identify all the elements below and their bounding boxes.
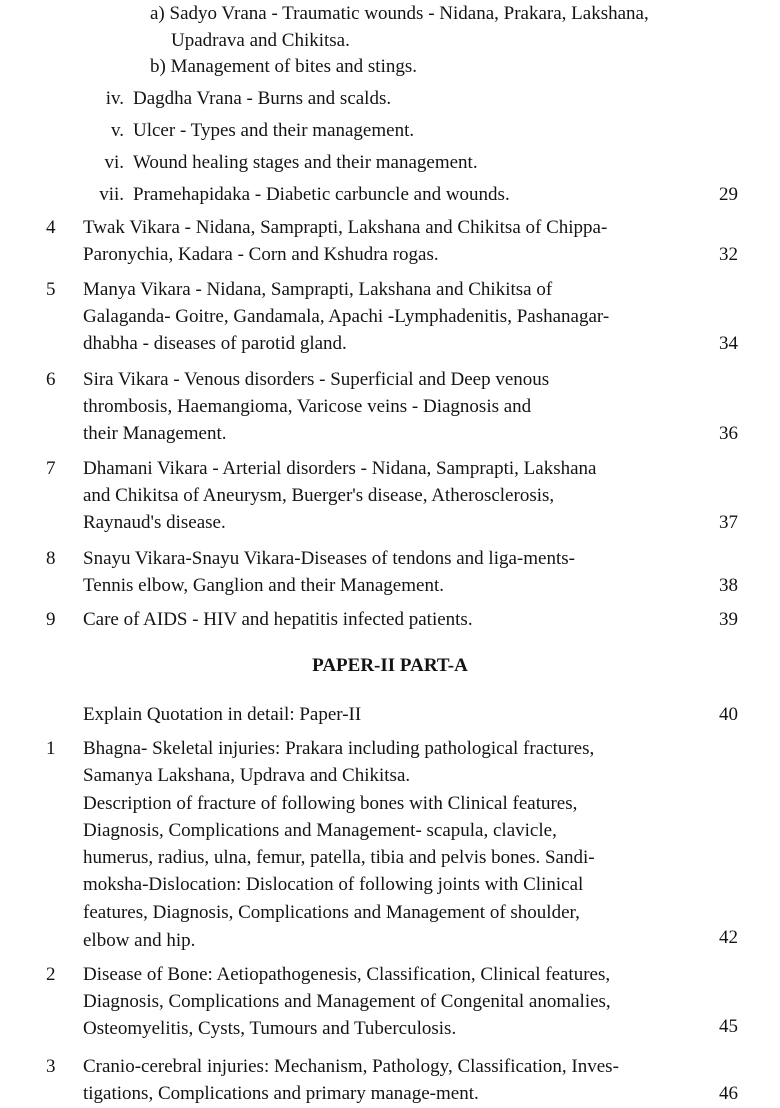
item-line: dhabha - diseases of parotid gland. xyxy=(83,333,347,354)
roman-text-iv: Dagdha Vrana - Burns and scalds. xyxy=(133,88,392,109)
item-line: Sira Vikara - Venous disorders - Superficial and Deep venous xyxy=(83,369,550,390)
item-line: and Chikitsa of Aneurysm, Buerger's disease, Atherosclerosis, xyxy=(83,485,555,506)
page-number: 38 xyxy=(719,575,738,596)
item-number: 6 xyxy=(46,369,56,390)
roman-num-v: v. xyxy=(110,120,124,141)
item-line: features, Diagnosis, Complications and Management of shoulder, xyxy=(83,902,580,923)
item-number: 8 xyxy=(46,548,56,569)
item-line: Diagnosis, Complications and Management of Congenital anomalies, xyxy=(83,991,611,1012)
page-number: 32 xyxy=(719,244,738,265)
page-number: 42 xyxy=(719,927,738,948)
page-number: 40 xyxy=(719,704,738,725)
page-number: 36 xyxy=(719,423,738,444)
roman-text-v: Ulcer - Types and their management. xyxy=(133,120,415,141)
item-number: 1 xyxy=(46,738,56,759)
roman-num-vii: vii. xyxy=(99,184,124,205)
item-line: Diagnosis, Complications and Management- scapula, clavicle, xyxy=(83,820,557,841)
item-line: thrombosis, Haemangioma, Varicose veins - Diagnosis and xyxy=(83,396,532,417)
section-heading: PAPER-II PART-A xyxy=(312,655,468,676)
item-line: Manya Vikara - Nidana, Samprapti, Lakshana and Chikitsa of xyxy=(83,279,553,300)
page-number: 39 xyxy=(719,609,738,630)
page-number: 34 xyxy=(719,333,738,354)
item-line: moksha-Dislocation: Dislocation of following joints with Clinical xyxy=(83,874,584,895)
item-line: Tennis elbow, Ganglion and their Management. xyxy=(83,575,444,596)
item-line: their Management. xyxy=(83,423,227,444)
sub-a-line-1: a) Sadyo Vrana - Traumatic wounds - Nidana, Prakara, Lakshana, xyxy=(150,3,649,24)
roman-num-iv: iv. xyxy=(105,88,124,109)
page-number: 46 xyxy=(719,1083,738,1104)
item-line: Samanya Lakshana, Updrava and Chikitsa. xyxy=(83,765,411,786)
item-number: 3 xyxy=(46,1056,56,1077)
item-line: Cranio-cerebral injuries: Mechanism, Pathology, Classification, Inves- xyxy=(83,1056,619,1077)
item-line: Paronychia, Kadara - Corn and Kshudra rogas. xyxy=(83,244,439,265)
item-line: Care of AIDS - HIV and hepatitis infected patients. xyxy=(83,609,473,630)
item-line: Description of fracture of following bones with Clinical features, xyxy=(83,793,578,814)
quotation-line: Explain Quotation in detail: Paper-II xyxy=(83,704,362,725)
item-number: 4 xyxy=(46,217,56,238)
item-line: Disease of Bone: Aetiopathogenesis, Classification, Clinical features, xyxy=(83,964,611,985)
item-line: Raynaud's disease. xyxy=(83,512,226,533)
roman-text-vi: Wound healing stages and their management. xyxy=(133,152,478,173)
item-line: Dhamani Vikara - Arterial disorders - Nidana, Samprapti, Lakshana xyxy=(83,458,597,479)
item-line: Galaganda- Goitre, Gandamala, Apachi -Lymphadenitis, Pashanagar- xyxy=(83,306,610,327)
page-number: 45 xyxy=(719,1016,738,1037)
item-line: humerus, radius, ulna, femur, patella, tibia and pelvis bones. Sandi- xyxy=(83,847,595,868)
sub-a-line-2: Upadrava and Chikitsa. xyxy=(171,30,350,51)
item-line: Twak Vikara - Nidana, Samprapti, Lakshana and Chikitsa of Chippa- xyxy=(83,217,608,238)
item-number: 2 xyxy=(46,964,56,985)
page-number: 29 xyxy=(719,184,738,205)
item-line: tigations, Complications and primary manage-ment. xyxy=(83,1083,479,1104)
item-number: 9 xyxy=(46,609,56,630)
roman-num-vi: vi. xyxy=(104,152,124,173)
roman-text-vii: Pramehapidaka - Diabetic carbuncle and wounds. xyxy=(133,184,510,205)
page-number: 37 xyxy=(719,512,738,533)
sub-b-line: b) Management of bites and stings. xyxy=(150,56,418,77)
item-line: Osteomyelitis, Cysts, Tumours and Tuberculosis. xyxy=(83,1018,457,1039)
item-line: Snayu Vikara-Snayu Vikara-Diseases of tendons and liga-ments- xyxy=(83,548,575,569)
item-number: 7 xyxy=(46,458,56,479)
item-line: elbow and hip. xyxy=(83,930,196,951)
item-number: 5 xyxy=(46,279,56,300)
item-line: Bhagna- Skeletal injuries: Prakara including pathological fractures, xyxy=(83,738,595,759)
